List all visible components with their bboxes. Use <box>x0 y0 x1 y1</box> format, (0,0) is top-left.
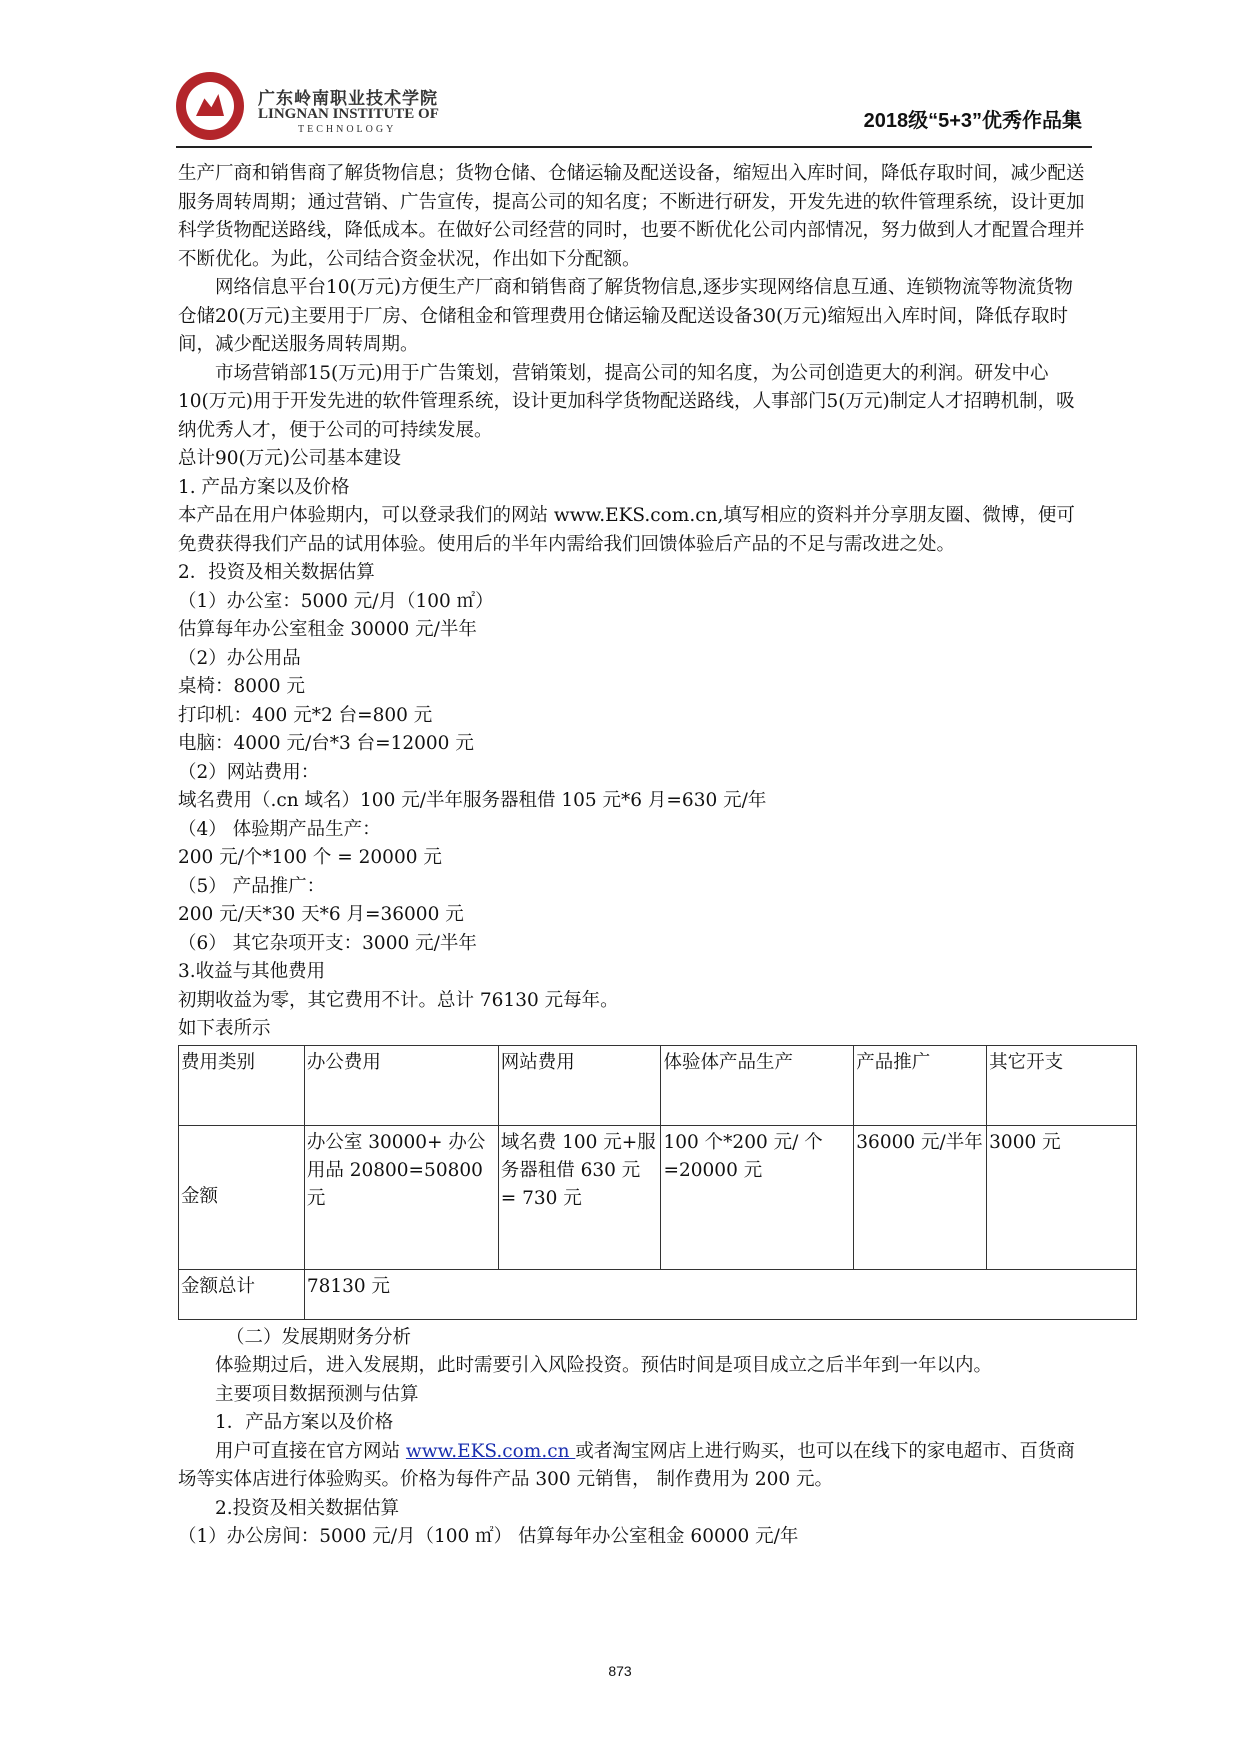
table-header-cell: 费用类别 <box>179 1045 305 1125</box>
table-row-label: 金额 <box>179 1125 305 1269</box>
table-total-cell: 78130 元 <box>304 1269 1136 1319</box>
section-heading: 2.投资及相关数据估算 <box>215 1497 400 1519</box>
list-item: 桌椅：8000 元 <box>178 676 305 697</box>
list-item: （5） 产品推广： <box>178 875 326 897</box>
list-item: （1）办公室：5000 元/月（100 ㎡） <box>178 590 494 612</box>
table-header-cell: 体验体产品生产 <box>661 1045 854 1125</box>
section-heading: 主要项目数据预测与估算 <box>215 1383 419 1405</box>
paragraph-text: 或者淘宝网店上进行购买，也可以在线下的家电超市、百货商场等实体店进行体验购买。价格为每件产品 300 元销售， 制作费用为 200 元。 <box>178 1440 1075 1490</box>
list-item: （2）办公用品 <box>178 647 301 669</box>
list-item: （6） 其它杂项开支：3000 元/半年 <box>178 932 477 954</box>
list-item: 域名费用（.cn 域名）100 元/半年服务器租借 105 元*6 月=630 元/年 <box>178 790 767 811</box>
cost-table <box>178 1045 1137 1320</box>
table-header-cell: 网站费用 <box>498 1045 661 1125</box>
section-heading: （二）发展期财务分析 <box>226 1326 412 1348</box>
paragraph: 本产品在用户体验期内，可以登录我们的网站 www.EKS.com.cn,填写相应的资料并分享朋友圈、微博，便可免费获得我们产品的试用体验。使用后的半年内需给我们回馈体验后产品的不足与需改进之处。 <box>178 505 1075 555</box>
school-logo <box>176 72 244 140</box>
school-name-en: LINGNAN INSTITUTE OF <box>258 106 439 122</box>
table-header-row <box>179 1045 1137 1125</box>
list-item: 估算每年办公室租金 30000 元/半年 <box>178 619 477 640</box>
table-cell: 域名费 100 元+服务器租借 630 元 = 730 元 <box>498 1125 661 1269</box>
table-total-row <box>179 1269 1137 1319</box>
paragraph: 网络信息平台10(万元)方便生产厂商和销售商了解货物信息,逐步实现网络信息互通、连锁物流等物流货物仓储20(万元)主要用于厂房、仓储租金和管理费用仓储运输及配送设备30(万元)缩短出入库时间，降低存取时间，减少配送服务周转周期。 <box>178 277 1073 355</box>
list-item: 初期收益为零，其它费用不计。总计 76130 元每年。 <box>178 989 619 1011</box>
table-cell: 办公室 30000+ 办公用品 20800=50800 元 <box>304 1125 498 1269</box>
list-item: 200 元/天*30 天*6 月=36000 元 <box>178 904 464 925</box>
list-item: 如下表所示 <box>178 1018 271 1039</box>
paragraph-text: 用户可直接在官方网站 <box>215 1440 406 1462</box>
school-name-en-2: TECHNOLOGY <box>298 124 397 135</box>
school-name-cn: 广东岭南职业技术学院 <box>258 89 438 109</box>
paragraph <box>178 1438 1090 1495</box>
header-divider <box>176 146 1092 148</box>
website-link[interactable]: www.EKS.com.cn <box>405 1440 576 1462</box>
section-heading: 1. 产品方案以及价格 <box>178 476 350 498</box>
table-cell: 100 个*200 元/ 个=20000 元 <box>661 1125 854 1269</box>
list-item: 200 元/个*100 个 = 20000 元 <box>178 847 442 868</box>
list-item: （1）办公房间：5000 元/月（100 ㎡） 估算每年办公室租金 60000 元/年 <box>178 1526 799 1547</box>
paragraph: 生产厂商和销售商了解货物信息；货物仓储、仓储运输及配送设备，缩短出入库时间，降低存取时间，减少配送服务周转周期；通过营销、广告宣传，提高公司的知名度；不断进行研发，开发先进的软件管理系统，设计更加科学货物配送路线，降低成本。在做好公司经营的同时，也要不断优化公司内部情况，努力做到人才配置合理并不断优化。为此，公司结合资金状况，作出如下分配额。 <box>178 163 1085 270</box>
table-header-cell: 其它开支 <box>987 1045 1137 1125</box>
section-heading: 1．产品方案以及价格 <box>215 1412 394 1433</box>
section-heading: 2．投资及相关数据估算 <box>178 562 375 583</box>
table-header-cell: 产品推广 <box>854 1045 987 1125</box>
table-header-cell: 办公费用 <box>304 1045 498 1125</box>
table-row-label: 金额总计 <box>179 1269 305 1319</box>
list-item: （4） 体验期产品生产： <box>178 818 381 840</box>
list-item: 打印机：400 元*2 台=800 元 <box>178 704 433 726</box>
paragraph: 体验期过后，进入发展期，此时需要引入风险投资。预估时间是项目成立之后半年到一年以内。 <box>215 1355 993 1376</box>
paragraph: 市场营销部15(万元)用于广告策划，营销策划，提高公司的知名度，为公司创造更大的利润。研发中心10(万元)用于开发先进的软件管理系统，设计更加科学货物配送路线，人事部门5(万元)制定人才招聘机制，吸纳优秀人才，便于公司的可持续发展。 <box>178 362 1075 441</box>
page-number: 873 <box>608 1663 632 1679</box>
document-body <box>178 160 1090 1552</box>
list-item: （2）网站费用： <box>178 761 320 783</box>
table-cell: 3000 元 <box>987 1125 1137 1269</box>
paragraph: 总计90(万元)公司基本建设 <box>178 448 401 469</box>
table-cell: 36000 元/半年 <box>854 1125 987 1269</box>
collection-title: 2018级“5+3”优秀作品集 <box>863 110 1082 132</box>
table-row <box>179 1125 1137 1269</box>
section-heading: 3.收益与其他费用 <box>178 961 326 982</box>
list-item: 电脑：4000 元/台*3 台=12000 元 <box>178 733 474 754</box>
